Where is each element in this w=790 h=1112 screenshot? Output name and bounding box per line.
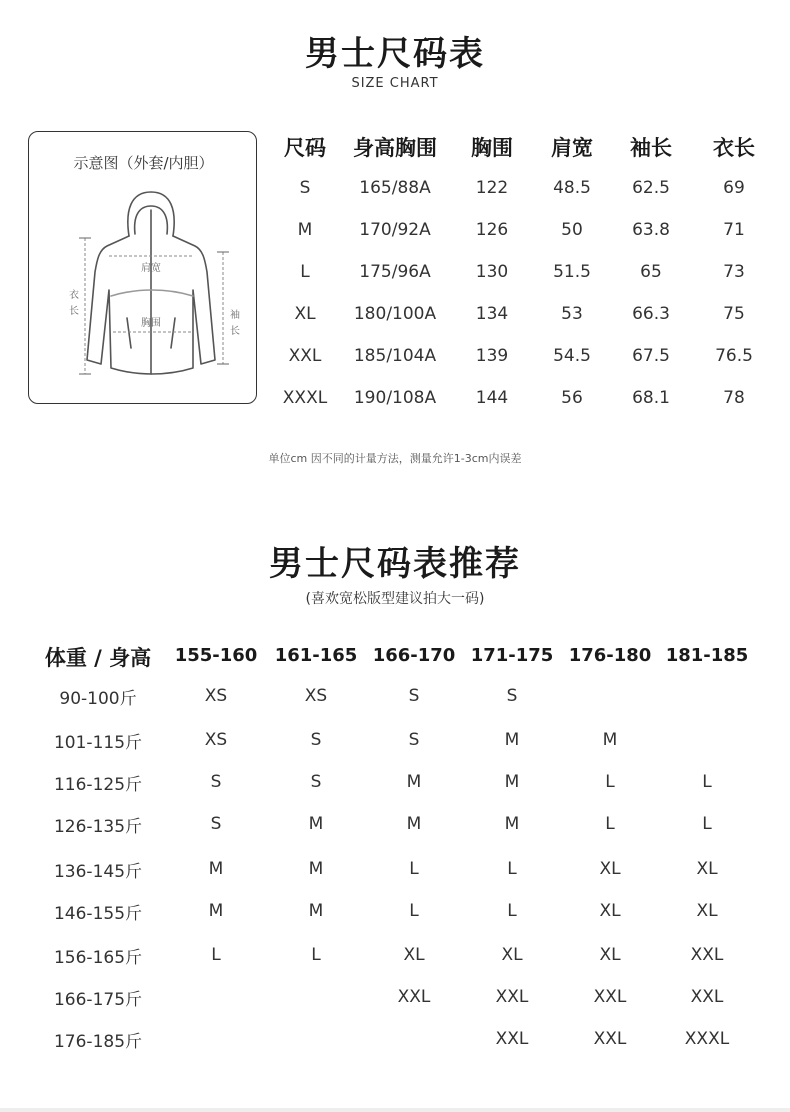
recommended-size-cell: L <box>211 945 221 965</box>
height-header: 161-165 <box>274 645 358 666</box>
size-table-cell: 53 <box>561 304 583 324</box>
recommended-size-cell: XL <box>403 945 425 965</box>
recommended-size-cell: XXL <box>593 987 627 1007</box>
size-table-cell: 62.5 <box>632 178 670 198</box>
recommended-size-cell: XXL <box>593 1029 627 1049</box>
recommended-size-cell: S <box>310 730 322 750</box>
size-table-cell: 63.8 <box>632 220 670 240</box>
size-table-cell: 76.5 <box>715 346 753 366</box>
recommended-size-cell: M <box>504 772 520 792</box>
recommended-size-cell: XXXL <box>684 1029 730 1049</box>
recommended-size-cell: XS <box>204 686 228 706</box>
height-header: 155-160 <box>174 645 258 666</box>
size-table-cell: 130 <box>475 262 509 282</box>
recommendation-subtitle: (喜欢宽松版型建议拍大一码) <box>305 591 485 607</box>
recommended-size-cell: XL <box>599 859 621 879</box>
size-table-cell: 122 <box>475 178 509 198</box>
measurement-note: 单位cm 因不同的计量方法，测量允许1-3cm内误差 <box>268 452 522 465</box>
diagram-caption: 示意图（外套/内胆） <box>73 154 214 172</box>
jacket-icon <box>47 180 242 390</box>
recommended-size-cell: M <box>308 901 324 921</box>
size-table-cell: 67.5 <box>632 346 670 366</box>
size-table-cell: XXL <box>288 346 322 366</box>
size-table-cell: 185/104A <box>353 346 437 366</box>
size-table-header: 胸围 <box>471 136 513 160</box>
recommended-size-cell: L <box>409 901 419 921</box>
size-table-cell: 144 <box>475 388 509 408</box>
weight-row-label: 146-155斤 <box>53 904 143 924</box>
weight-row-label: 156-165斤 <box>53 948 143 968</box>
weight-row-label: 101-115斤 <box>53 733 143 753</box>
recommended-size-cell: S <box>210 772 222 792</box>
weight-row-label: 116-125斤 <box>53 775 143 795</box>
recommended-size-cell: M <box>406 814 422 834</box>
recommended-size-cell: S <box>408 686 420 706</box>
recommended-size-cell: M <box>208 859 224 879</box>
recommended-size-cell: S <box>310 772 322 792</box>
recommended-size-cell: XL <box>696 859 718 879</box>
size-table-cell: 48.5 <box>553 178 591 198</box>
recommended-size-cell: XXL <box>690 987 724 1007</box>
recommended-size-cell: M <box>308 814 324 834</box>
size-chart-subtitle: SIZE CHART <box>351 76 439 91</box>
size-table-cell: 190/108A <box>353 388 437 408</box>
recommended-size-cell: M <box>406 772 422 792</box>
recommendation-title: 男士尺码表推荐 <box>269 544 521 584</box>
weight-row-label: 90-100斤 <box>59 689 137 709</box>
recommended-size-cell: XL <box>599 901 621 921</box>
size-table-cell: M <box>297 220 313 240</box>
recommendation-corner-header: 体重 / 身高 <box>44 646 152 670</box>
size-table-cell: 51.5 <box>553 262 591 282</box>
size-table-header: 袖长 <box>630 136 672 160</box>
size-table-cell: 73 <box>723 262 745 282</box>
size-table-cell: 56 <box>561 388 583 408</box>
size-table-cell: 134 <box>475 304 509 324</box>
size-table-header: 肩宽 <box>551 136 593 160</box>
recommended-size-cell: M <box>208 901 224 921</box>
size-table-cell: XL <box>294 304 316 324</box>
recommended-size-cell: XS <box>204 730 228 750</box>
size-table-cell: 65 <box>640 262 662 282</box>
size-table-cell: 180/100A <box>353 304 437 324</box>
size-table-cell: L <box>300 262 310 282</box>
height-header: 171-175 <box>470 645 554 666</box>
diagram-label-chest: 胸围 <box>141 318 161 329</box>
recommended-size-cell: XXL <box>495 987 529 1007</box>
recommended-size-cell: S <box>210 814 222 834</box>
weight-row-label: 166-175斤 <box>53 990 143 1010</box>
recommended-size-cell: L <box>605 814 615 834</box>
size-chart-title: 男士尺码表 <box>305 34 485 74</box>
recommended-size-cell: L <box>702 814 712 834</box>
diagram-label-length-2: 长 <box>69 306 79 317</box>
height-header: 181-185 <box>665 645 749 666</box>
recommended-size-cell: L <box>702 772 712 792</box>
diagram-label-sleeve-1: 袖 <box>230 310 240 321</box>
height-header: 176-180 <box>568 645 652 666</box>
size-table-cell: 165/88A <box>359 178 431 198</box>
size-table-header: 身高胸围 <box>353 136 437 160</box>
recommended-size-cell: L <box>507 901 517 921</box>
recommended-size-cell: L <box>409 859 419 879</box>
size-table-cell: 139 <box>475 346 509 366</box>
recommended-size-cell: XXL <box>397 987 431 1007</box>
recommended-size-cell: L <box>311 945 321 965</box>
diagram-label-length-1: 衣 <box>69 290 79 301</box>
size-table-cell: 54.5 <box>553 346 591 366</box>
recommended-size-cell: M <box>308 859 324 879</box>
footer-divider <box>0 1108 790 1112</box>
weight-row-label: 126-135斤 <box>53 817 143 837</box>
size-table-header: 衣长 <box>713 136 755 160</box>
height-header: 166-170 <box>372 645 456 666</box>
size-table-cell: S <box>299 178 311 198</box>
diagram-label-shoulder: 肩宽 <box>141 263 161 274</box>
recommended-size-cell: XS <box>304 686 328 706</box>
size-table-cell: 170/92A <box>359 220 431 240</box>
recommended-size-cell: XXL <box>690 945 724 965</box>
size-table-cell: XXXL <box>282 388 328 408</box>
recommended-size-cell: M <box>602 730 618 750</box>
size-table-cell: 66.3 <box>632 304 670 324</box>
weight-row-label: 176-185斤 <box>53 1032 143 1052</box>
size-table-cell: 71 <box>723 220 745 240</box>
size-table-cell: 75 <box>723 304 745 324</box>
recommended-size-cell: XL <box>696 901 718 921</box>
size-table-cell: 69 <box>723 178 745 198</box>
recommended-size-cell: XL <box>501 945 523 965</box>
weight-row-label: 136-145斤 <box>53 862 143 882</box>
recommended-size-cell: S <box>506 686 518 706</box>
size-table-cell: 78 <box>723 388 745 408</box>
recommended-size-cell: M <box>504 730 520 750</box>
recommended-size-cell: S <box>408 730 420 750</box>
recommended-size-cell: L <box>605 772 615 792</box>
size-table-cell: 50 <box>561 220 583 240</box>
size-table-cell: 68.1 <box>632 388 670 408</box>
diagram-label-sleeve-2: 长 <box>230 326 240 337</box>
jacket-diagram-box <box>28 131 257 404</box>
recommended-size-cell: XXL <box>495 1029 529 1049</box>
recommended-size-cell: M <box>504 814 520 834</box>
recommended-size-cell: L <box>507 859 517 879</box>
recommended-size-cell: XL <box>599 945 621 965</box>
size-table-cell: 175/96A <box>359 262 431 282</box>
size-table-header: 尺码 <box>284 136 326 160</box>
size-table-cell: 126 <box>475 220 509 240</box>
